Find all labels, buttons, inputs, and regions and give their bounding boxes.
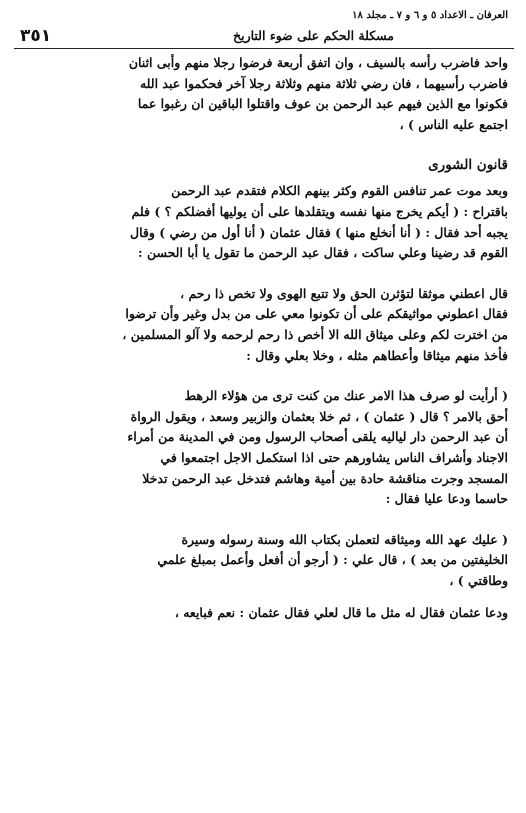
page-header	[14, 8, 514, 49]
paragraph-4: ( أرأيت لو صرف هذا الامر عنك من كنت ترى من هؤلاء الرهط أحق بالامر ؟ قال ( عثمان ) ، ثم خلا بعثمان والزبير وسعد ، ويقول الرواة أن عبد الرحمن دار لياليه يلقى أصحاب الرسول ومن في المدينة من أمراء الاجناد وأشراف الناس يشاورهم حتى اذا استكمل الاجل اجتمعوا في المسجد وجرت مناقشة حادة بين أمية وهاشم فتدخل عبد الرحمن تدخلا حاسما ودعا عليا فقال :	[127, 388, 508, 507]
section-heading: قانون الشورى	[428, 157, 508, 174]
paragraph-5: ( عليك عهد الله وميثاقه لتعملن بكتاب الله وسنة رسوله وسيرة الخليفتين من بعد ) ، قال علي : ( أرجو أن أفعل وأعمل بمبلغ علمي وطاقتي ) ،	[157, 531, 508, 588]
document-page	[14, 8, 514, 808]
paragraph-6: ودعا عثمان فقال له مثل ما قال لعلي فقال عثمان : نعم فبايعه ،	[174, 605, 508, 621]
paragraph-3: قال اعطني موثقا لتؤثرن الحق ولا تتبع الهوى ولا تخص ذا رحم ، فقال اعطوني مواثيقكم على أن تكونوا معي على من بدل وغير وأن ترضوا من اخترت لكم وعلى ميثاق الله الا أخص ذا رحم لرحمه ولا آلو المسلمين ، فأخذ منهم ميثاقا وأعطاهم مثله ، وخلا بعلي وقال :	[122, 285, 508, 363]
paragraph-2: وبعد موت عمر تنافس القوم وكثر بينهم الكلام فتقدم عبد الرحمن باقتراح : ( أيكم يخرج منها نفسه ويتقلدها على أن يوليها أفضلكم ؟ ) فلم يجبه أحد فقال : ( أنا أنخلع منها ) فقال عثمان ( أنا أول من رضي ) وقال القوم قد رضينا وعلي ساكت ، فقال عبد الرحمن ما تقول يا أبا الحسن :	[129, 183, 508, 261]
journal-issue-line: العرفان ـ الاعداد ٥ و ٦ و ٧ ـ مجلد ١٨	[352, 10, 508, 21]
page-number: ٣٥١	[20, 26, 52, 46]
page-body	[14, 49, 514, 624]
paragraph-1: واحد فاضرب رأسه بالسيف ، وان اتفق أربعة فرضوا رجلا منهم وأبى اثنان فاضرب رأسيهما ، فان رضي ثلاثة منهم وثلاثة رجلا آخر فحكموا عبد الله فكونوا مع الذين فيهم عبد الرحمن بن عوف واقتلوا الباقين ان رغبوا عما اجتمع عليه الناس ) ،	[128, 55, 508, 132]
chapter-title: مسكلة الحكم على ضوء التاريخ	[233, 28, 394, 43]
